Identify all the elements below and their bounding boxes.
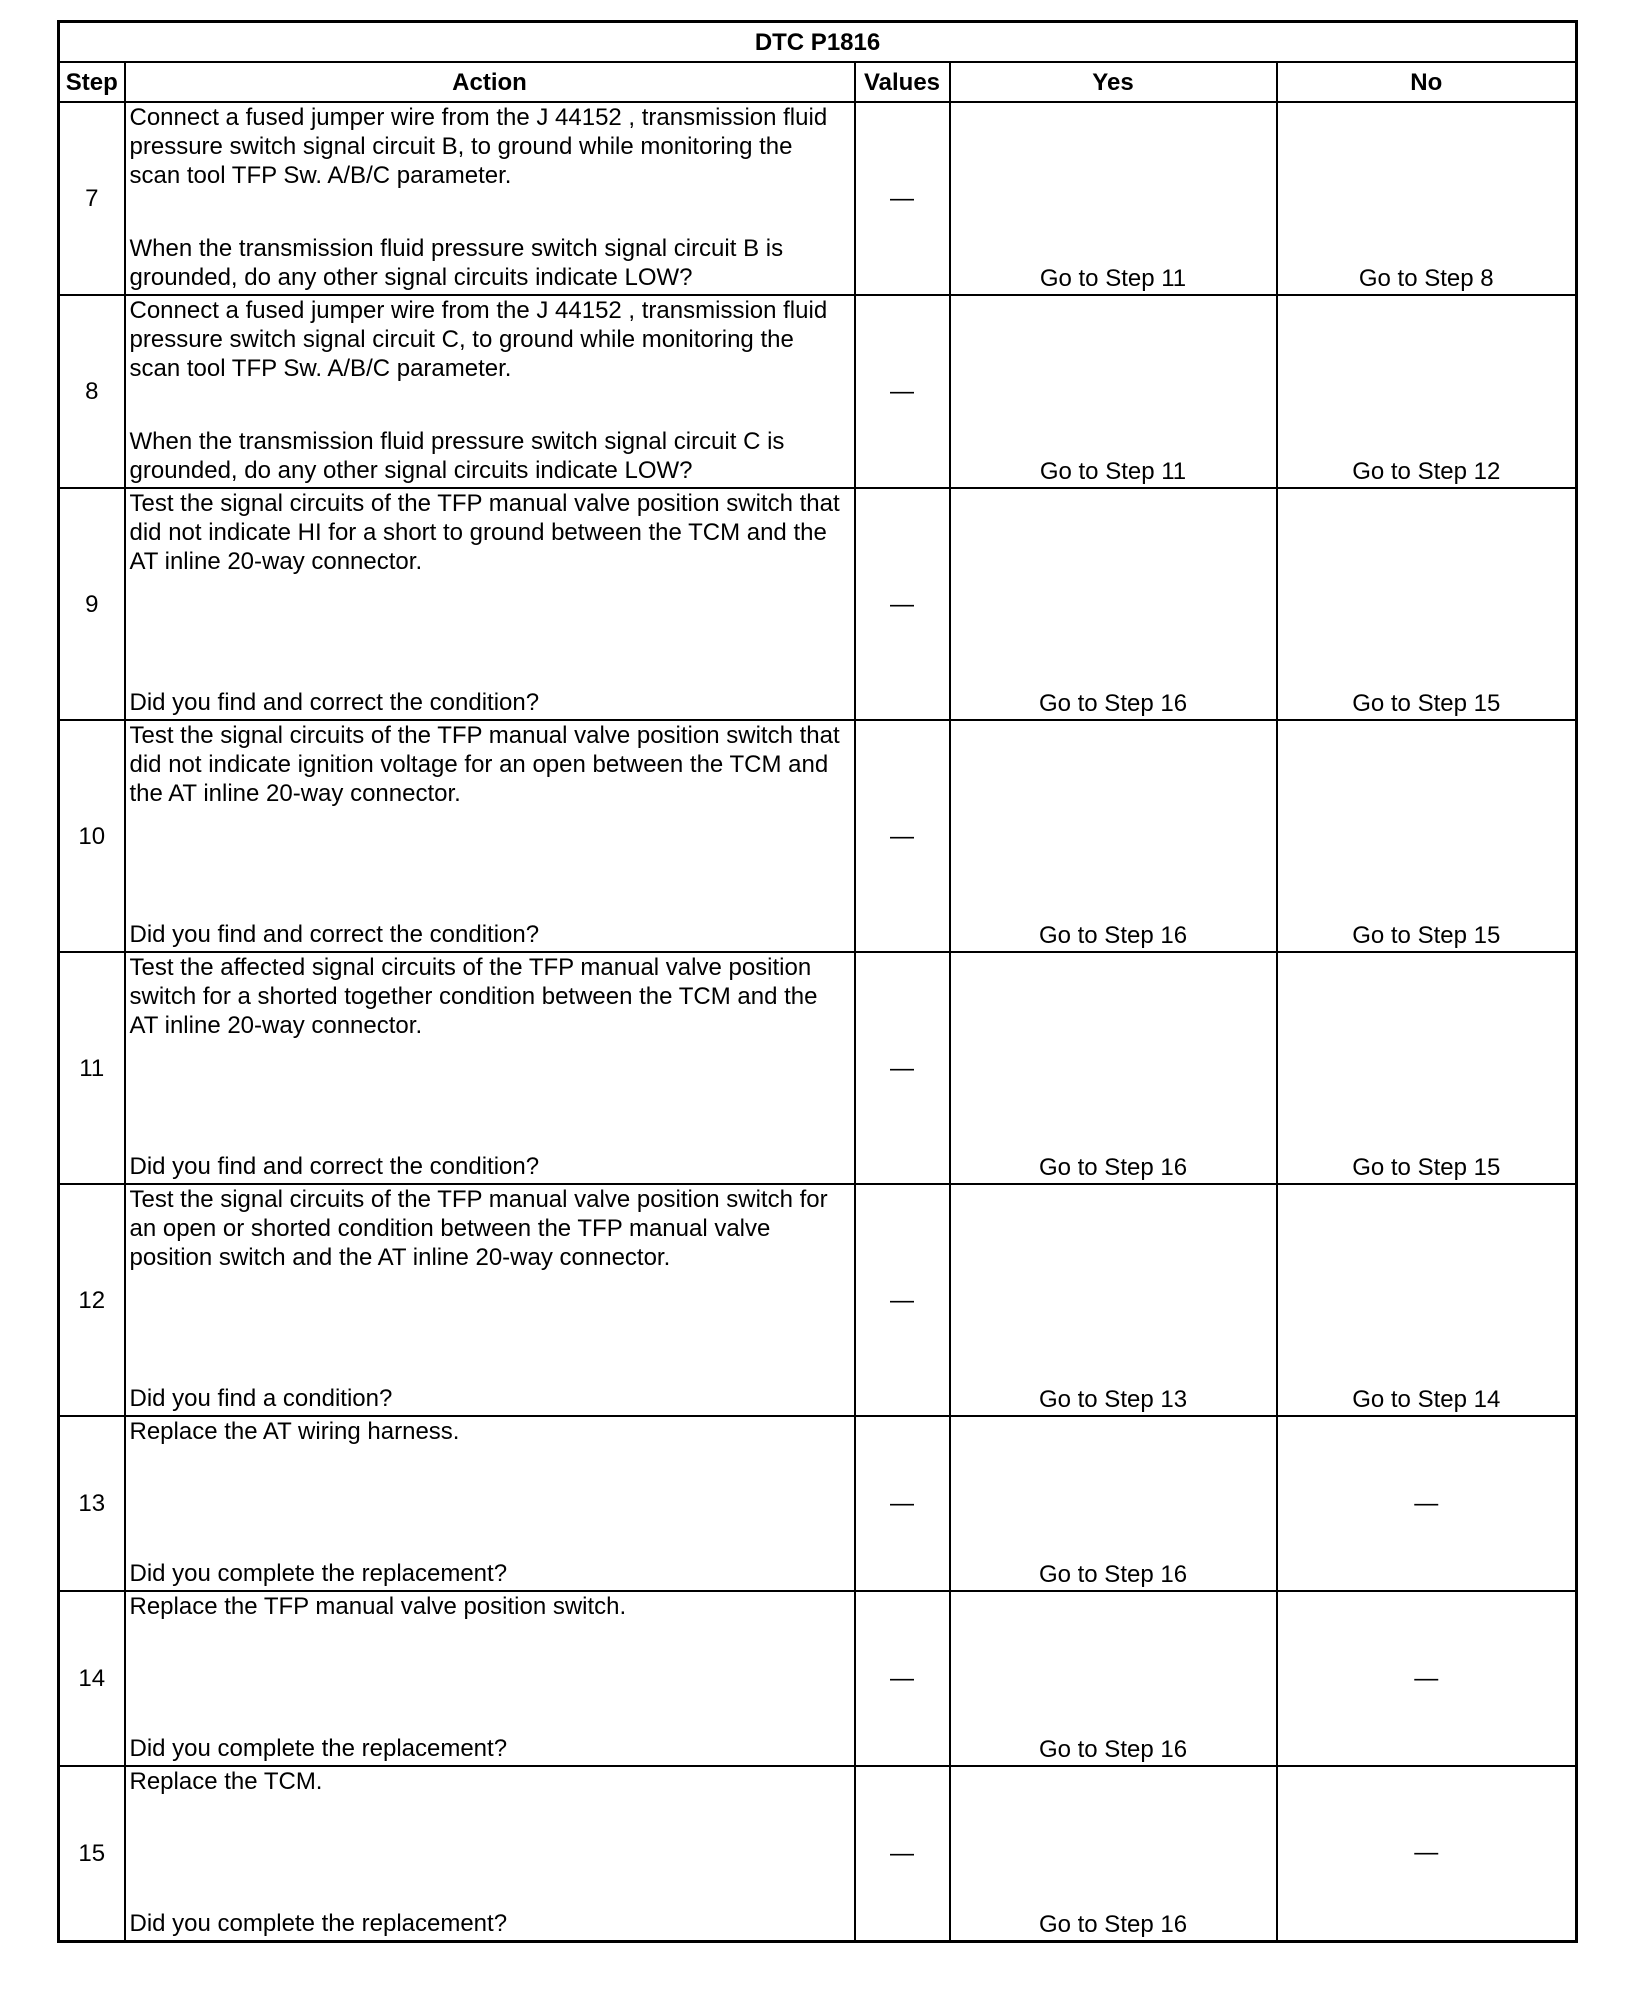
- no-action: Go to Step 15: [1277, 720, 1577, 952]
- action-cell: [125, 1766, 855, 1941]
- values-cell: —: [855, 102, 950, 295]
- title-row: [59, 22, 1577, 63]
- yes-action: Go to Step 16: [950, 1591, 1277, 1766]
- yes-action: Go to Step 16: [950, 1766, 1277, 1941]
- values-cell: —: [855, 295, 950, 488]
- no-action: —: [1277, 1766, 1577, 1941]
- step-number: 11: [59, 952, 125, 1184]
- action-question: Did you find a condition?: [129, 1385, 393, 1412]
- action-instruction: Connect a fused jumper wire from the J 44152 , transmission fluid pressure switch signal circuit B, to ground while monitoring the scan tool TFP Sw. A/B/C parameter.: [129, 104, 828, 189]
- yes-action: Go to Step 11: [950, 102, 1277, 295]
- action-instruction: Replace the AT wiring harness.: [129, 1418, 460, 1445]
- action-cell: [125, 488, 855, 720]
- values-cell: —: [855, 720, 950, 952]
- header-yes: Yes: [950, 62, 1277, 102]
- action-instruction: Test the signal circuits of the TFP manual valve position switch for an open or shorted condition between the TFP manual valve position switch and the AT inline 20-way connector.: [129, 1186, 828, 1271]
- action-question: When the transmission fluid pressure switch signal circuit C is grounded, do any other signal circuits indicate LOW?: [129, 428, 785, 484]
- step-number: 7: [59, 102, 125, 295]
- step-number: 15: [59, 1766, 125, 1941]
- action-question: Did you find and correct the condition?: [129, 689, 540, 716]
- no-action: Go to Step 15: [1277, 488, 1577, 720]
- action-question: Did you complete the replacement?: [129, 1560, 508, 1587]
- values-cell: —: [855, 488, 950, 720]
- no-action: Go to Step 12: [1277, 295, 1577, 488]
- header-step: Step: [59, 62, 125, 102]
- action-instruction: Test the signal circuits of the TFP manual valve position switch that did not indicate HI for a short to ground between the TCM and the AT inline 20-way connector.: [129, 490, 840, 575]
- table-row: [59, 488, 1577, 720]
- action-question: Did you find and correct the condition?: [129, 1153, 540, 1180]
- header-no: No: [1277, 62, 1577, 102]
- yes-action: Go to Step 16: [950, 488, 1277, 720]
- step-number: 9: [59, 488, 125, 720]
- step-number: 13: [59, 1416, 125, 1591]
- action-instruction: Test the affected signal circuits of the TFP manual valve position switch for a shorted together condition between the TCM and the AT inline 20-way connector.: [129, 954, 818, 1039]
- yes-action: Go to Step 11: [950, 295, 1277, 488]
- action-cell: [125, 102, 855, 295]
- action-question: Did you complete the replacement?: [129, 1735, 508, 1762]
- yes-action: Go to Step 16: [950, 720, 1277, 952]
- table-row: [59, 720, 1577, 952]
- step-number: 12: [59, 1184, 125, 1416]
- values-cell: —: [855, 952, 950, 1184]
- header-row: [59, 62, 1577, 102]
- action-instruction: Test the signal circuits of the TFP manual valve position switch that did not indicate ignition voltage for an open between the TCM and the AT inline 20-way connector.: [129, 722, 840, 807]
- action-instruction: Replace the TFP manual valve position switch.: [129, 1593, 627, 1620]
- values-cell: —: [855, 1416, 950, 1591]
- action-cell: [125, 1416, 855, 1591]
- action-question: Did you find and correct the condition?: [129, 921, 540, 948]
- action-question: When the transmission fluid pressure switch signal circuit B is grounded, do any other signal circuits indicate LOW?: [129, 235, 784, 291]
- table-row: [59, 1766, 1577, 1941]
- values-cell: —: [855, 1766, 950, 1941]
- header-values: Values: [855, 62, 950, 102]
- action-cell: [125, 1591, 855, 1766]
- action-instruction: Connect a fused jumper wire from the J 44152 , transmission fluid pressure switch signal circuit C, to ground while monitoring the scan tool TFP Sw. A/B/C parameter.: [129, 297, 828, 382]
- no-action: Go to Step 14: [1277, 1184, 1577, 1416]
- action-cell: [125, 720, 855, 952]
- table-row: [59, 1416, 1577, 1591]
- step-number: 10: [59, 720, 125, 952]
- step-number: 8: [59, 295, 125, 488]
- no-action: —: [1277, 1416, 1577, 1591]
- table-row: [59, 1184, 1577, 1416]
- no-action: —: [1277, 1591, 1577, 1766]
- table-row: [59, 102, 1577, 295]
- yes-action: Go to Step 16: [950, 952, 1277, 1184]
- no-action: Go to Step 8: [1277, 102, 1577, 295]
- action-cell: [125, 1184, 855, 1416]
- action-cell: [125, 952, 855, 1184]
- yes-action: Go to Step 13: [950, 1184, 1277, 1416]
- action-question: Did you complete the replacement?: [129, 1910, 508, 1937]
- table-row: [59, 952, 1577, 1184]
- dtc-diagnostic-table: [57, 20, 1578, 1943]
- action-cell: [125, 295, 855, 488]
- values-cell: —: [855, 1184, 950, 1416]
- yes-action: Go to Step 16: [950, 1416, 1277, 1591]
- values-cell: —: [855, 1591, 950, 1766]
- action-instruction: Replace the TCM.: [129, 1768, 323, 1795]
- no-action: Go to Step 15: [1277, 952, 1577, 1184]
- table-row: [59, 1591, 1577, 1766]
- table-row: [59, 295, 1577, 488]
- header-action: Action: [125, 62, 855, 102]
- table-title: DTC P1816: [59, 22, 1577, 63]
- step-number: 14: [59, 1591, 125, 1766]
